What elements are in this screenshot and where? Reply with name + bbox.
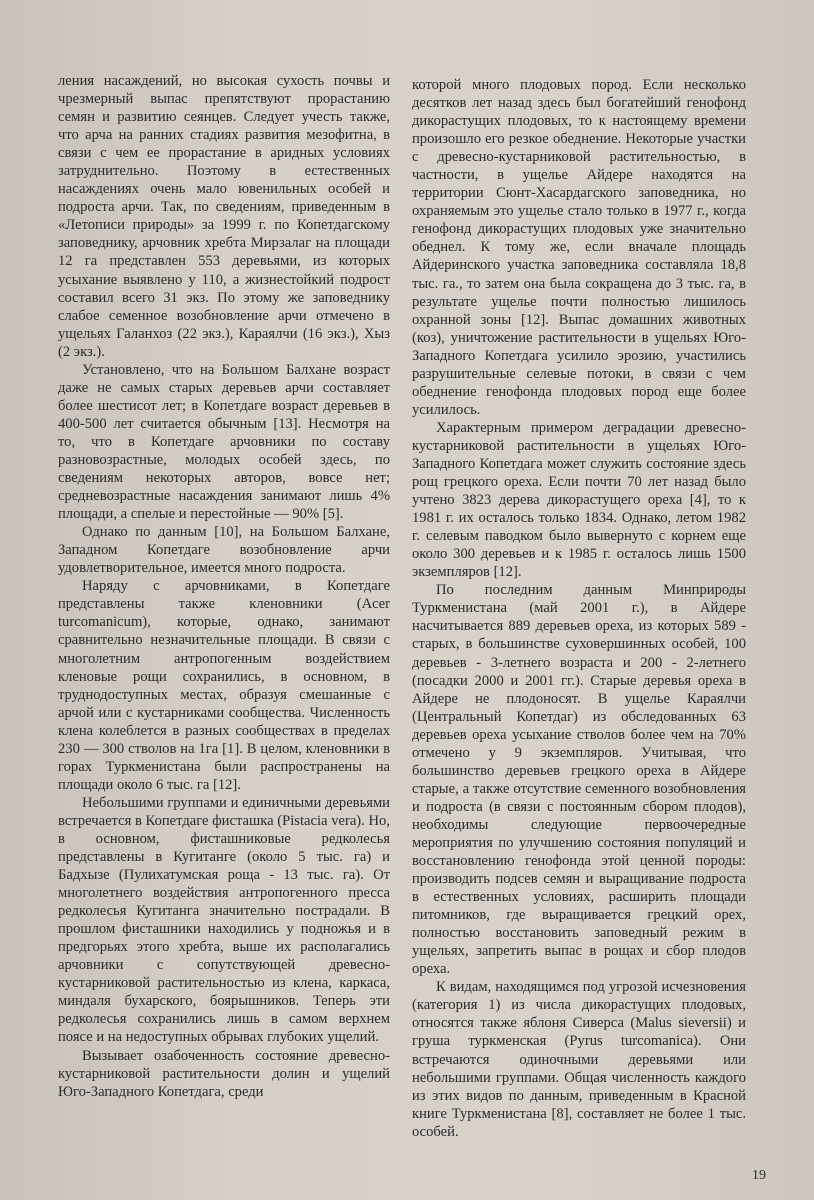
paragraph: Однако по данным [10], на Большом Балхане, Западном Копетдаге возобновление арчи удовлетворительное, имеется много подроста.	[58, 524, 390, 577]
paragraph: Наряду с арчовниками, в Копетдаге представлены также кленовники (Acer turcomanicum), которые, однако, занимают сравнительно незначительные площади. В связи с многолетним антропогенным воздействием кленовые рощи сохранились, в основном, в труднодоступных местах, образуя смешанные с арчой или с кустарниками сообщества. Численность клена колеблется в разных сообществах в пределах 230 — 300 стволов на 1га [1]. В целом, кленовники в горах Туркменистана были распространены на площади около 6 тыс. га [12].	[58, 578, 390, 793]
page-number: 19	[752, 1168, 766, 1183]
paragraph: Характерным примером деградации древесно-кустарниковой растительности в ущельях Юго-Западного Копетдага может служить состояние здесь рощ грецкого ореха. Если почти 70 лет назад было учтено 3823 дерева дикорастущего ореха [4], то к 1981 г. их осталось только 1834. Однако, летом 1982 г. селевым паводком было вывернуто с корнем еще около 300 деревьев и к 1985 г. осталось лишь 1500 экземпляров [12].	[412, 419, 746, 581]
paragraph: Небольшими группами и единичными деревьями встречается в Копетдаге фисташка (Pistacia vera). Но, в основном, фисташниковые редколесья представлены в Кугитанге (около 5 тыс. га) и Бадхызе (Пулихатумская роща - 13 тыс. га). От многолетнего воздействия антропогенного пресса редколесья Кугитанга значительно пострадали. В прошлом фисташники находились у подножья и в предгорьях этого хребта, выше их располагались арчовники с сопутствующей древесно-кустарниковой растительностью из клена, каркаса, миндаля бухарского, боярышников. Теперь эти редколесья сохранились лишь в самом верхнем поясе и на недоступных обрывах глубоких ущелий.	[58, 794, 390, 1046]
paragraph: Вызывает озабоченность состояние древесно-кустарниковой растительности долин и ущелий Юго-Западного Копетдага, среди	[58, 1047, 390, 1100]
paragraph: К видам, находящимся под угрозой исчезновения (категория 1) из числа дикорастущих плодовых, относятся также яблоня Сиверса (Malus sieversii) и груша туркменская (Pyrus turcomanica). Они встречаются одиночными деревьями или небольшими группами. Общая численность каждого из этих видов по данным, приведенным в Красной книге Туркменистана [8], составляет не более 1 тыс. особей.	[412, 979, 746, 1140]
left-column	[58, 72, 390, 1101]
right-column	[412, 76, 746, 1141]
paragraph: По последним данным Минприроды Туркменистана (май 2001 г.), в Айдере насчитывается 889 деревьев ореха, из которых 589 - старых, в большинстве суховершинных особей, 100 деревьев - 3-летнего возраста и 200 - 2-летнего (посадки 2000 и 2001 гг.). Старые деревья ореха в Айдере не плодоносят. В ущелье Караялчи (Центральный Копетдаг) из обследованных 63 деревьев ореха усыхание стволов более чем на 70% отмечено у 9 экземпляров. Учитывая, что большинство деревьев грецкого ореха в Айдере старые, а также отсутствие семенного возобновления и подроста (в связи с постоянным сбором плодов), необходимы следующие первоочередные мероприятия по улучшению состояния популяций и восстановлению генофонда этой ценной породы: производить подсев семян и выращивание подроста в естественных условиях, расширить площади питомников, где выращивается грецкий орех, полностью восстановить заповедный режим в ущельях, запретить выпас в рощах и сбор плодов ореха.	[412, 582, 746, 978]
paragraph: ления насаждений, но высокая сухость почвы и чрезмерный выпас препятствуют прорастанию семян и развитию сеянцев. Следует учесть также, что арча на ранних стадиях развития мезофитна, в связи с чем ее прорастание в аридных условиях затруднительно. Поэтому в естественных насаждениях очень мало ювенильных особей и подроста арчи. Так, по сведениям, приведенным в «Летописи природы» за 1999 г. по Копетдагскому заповеднику, арчовник хребта Мирзалаг на площади 12 га представлен 553 деревьями, из которых усыхание выявлено у 110, а жизнестойкий подрост составил всего 31 экз. По этому же заповеднику слабое семенное возобновление арчи отмечено в ущельях Галанхоз (22 экз.), Караялчи (16 экз.), Хыз (2 экз.).	[58, 73, 390, 360]
paragraph: которой много плодовых пород. Если несколько десятков лет назад здесь был богатейший генофонд дикорастущих плодовых, то к настоящему времени произошло его резкое обеднение. Некоторые участки с древесно-кустарниковой растительностью, в частности, в ущелье Айдере находятся на территории Сюнт-Хасардагского заповедника, но охраняемым это ущелье стало только в 1977 г., когда генофонд дикорастущих плодовых уже значительно обеднел. К тому же, если вначале площадь Айдеринского участка заповедника составляла 18,8 тыс. га., то затем она была сокращена до 3 тыс. га, в результате ущелье почти полностью лишилось охранной зоны [12]. Выпас домашних животных (коз), уничтожение растительности в ущельях Юго-Западного Копетдага усилило эрозию, участились разрушительные селевые потоки, в связи с чем обеднение генофонда плодовых пород еще более усилилось.	[412, 77, 746, 418]
paragraph: Установлено, что на Большом Балхане возраст даже не самых старых деревьев арчи составляет более шестисот лет; в Копетдаге возраст деревьев в 400-500 лет считается обычным [13]. Несмотря на то, что в Копетдаге арчовники по составу разновозрастные, молодых особей здесь, по сведениям некоторых авторов, вовсе нет; средневозрастные насаждения занимают лишь 4% площади, а спелые и перестойные — 90% [5].	[58, 361, 390, 523]
